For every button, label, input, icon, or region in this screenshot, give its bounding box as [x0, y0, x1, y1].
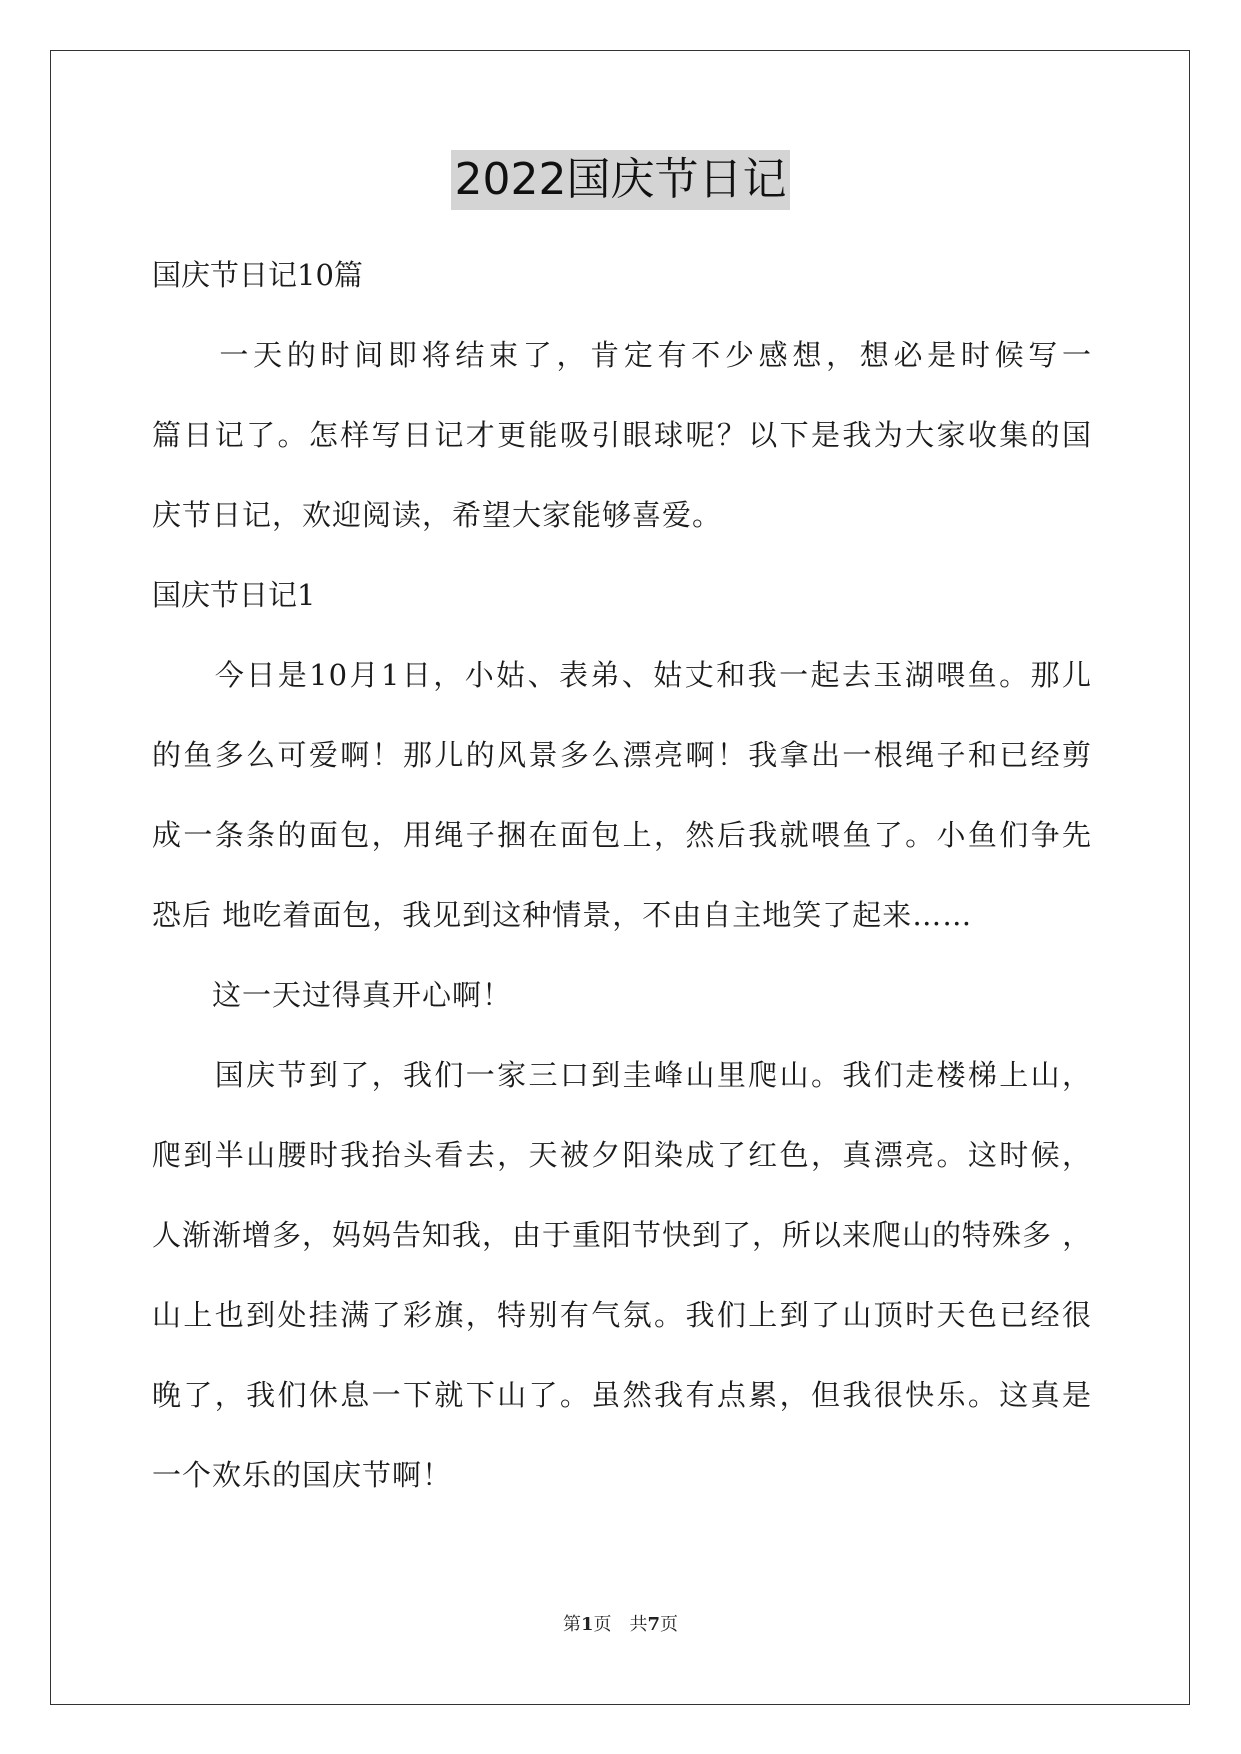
page-footer	[0, 1610, 1241, 1636]
document-title: 2022国庆节日记	[451, 150, 791, 210]
footer-suffix: 页	[660, 1614, 679, 1635]
paragraph-line: 一个欢乐的国庆节啊！	[152, 1458, 453, 1492]
paragraph-line: 爬到半山腰时我抬头看去，天被夕阳染成了红色，真漂亮。这时候，	[152, 1138, 1092, 1172]
footer-prefix: 第	[562, 1614, 581, 1635]
paragraph-line: 今日是10月1日，小姑、表弟、姑丈和我一起去玉湖喂鱼。那儿	[152, 658, 1092, 692]
paragraph-line: 晚了，我们休息一下就下山了。虽然我有点累，但我很快乐。这真是	[152, 1378, 1092, 1412]
footer-mid: 页 共	[593, 1614, 648, 1635]
paragraph-line: 这一天过得真开心啊！	[152, 978, 513, 1012]
subtitle: 国庆节日记10篇	[152, 258, 363, 292]
section-heading: 国庆节日记1	[152, 578, 316, 612]
intro-line: 一天的时间即将结束了，肯定有不少感想，想必是时候写一	[152, 338, 1092, 372]
title-container	[0, 150, 1241, 210]
current-page-number: 1	[580, 1614, 594, 1635]
paragraph-line: 人渐渐增多，妈妈告知我，由于重阳节快到了，所以来爬山的特殊多 ，	[152, 1218, 1093, 1252]
paragraph-line: 恐后 地吃着面包，我见到这种情景，不由自主地笑了起来……	[152, 898, 973, 932]
intro-line: 篇日记了。怎样写日记才更能吸引眼球呢？以下是我为大家收集的国	[152, 418, 1092, 452]
total-page-number: 7	[647, 1614, 661, 1635]
paragraph-line: 成一条条的面包，用绳子捆在面包上，然后我就喂鱼了。小鱼们争先	[152, 818, 1092, 852]
paragraph-line: 的鱼多么可爱啊！那儿的风景多么漂亮啊！我拿出一根绳子和已经剪	[152, 738, 1092, 772]
paragraph-line: 国庆节到了，我们一家三口到圭峰山里爬山。我们走楼梯上山，	[152, 1058, 1092, 1092]
intro-line: 庆节日记，欢迎阅读，希望大家能够喜爱。	[152, 498, 723, 532]
paragraph-line: 山上也到处挂满了彩旗，特别有气氛。我们上到了山顶时天色已经很	[152, 1298, 1092, 1332]
document-body	[152, 235, 1092, 1515]
